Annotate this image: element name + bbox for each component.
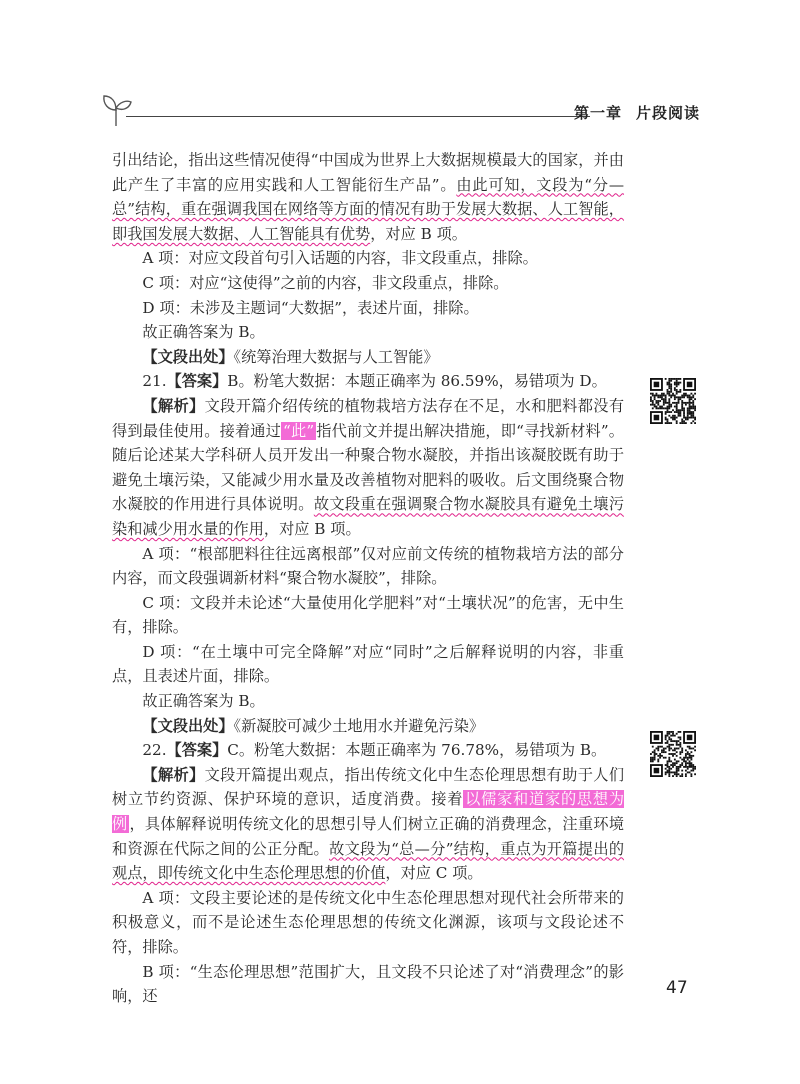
analysis-label: 【解析】 bbox=[142, 765, 205, 784]
page-header bbox=[98, 92, 700, 132]
key-sentence: 由此可知，文段为“分—总”结构，重在强调我国在网络等方面的情况有助于发展大数据、人工智能，即我国发展大数据、人工智能具有优势 bbox=[112, 175, 625, 243]
paragraph: C 项：文段并未论述“大量使用化学肥料”对“土壤状况”的危害，无中生有，排除。 bbox=[112, 593, 624, 637]
key-sentence: 故文段重在强调聚合物水凝胶具有避免土壤污染和减少用水量的作用 bbox=[112, 495, 625, 538]
source-line: 【文段出处】《新凝胶可减少土地用水并避免污染》 bbox=[142, 716, 485, 735]
paragraph: B 项：“生态伦理思想”范围扩大，且文段不只论述了对“消费理念”的影响，还 bbox=[112, 962, 624, 1006]
analysis-paragraph: 【解析】文段开篇提出观点，指出传统文化中生态伦理思想有助于人们树立节约资源、保护环境的意识，适度消费。接着 以儒家和道家的思想为例 ，具体解释说明传统文化的思想引导人们树立正确的消费理念，注重环境和资源在代际之间的公正分配。故文段为“总—分”结构，重点为开篇提出的观点，即传统文化中生态伦理思想的价值，对应 C 项。 bbox=[112, 765, 625, 883]
paragraph: D 项：“在土壤中可完全降解”对应“同时”之后解释说明的内容，非重点，且表述片面，排除。 bbox=[112, 642, 624, 686]
answer-line: 21.【答案】B。粉笔大数据：本题正确率为 86.59%，易错项为 D。 bbox=[142, 372, 607, 391]
paragraph: C 项：对应“这使得”之前的内容，非文段重点，排除。 bbox=[142, 273, 509, 292]
source-label: 【文段出处】 bbox=[142, 347, 234, 366]
chapter-number: 第一章 bbox=[573, 104, 622, 122]
paragraph: 引出结论，指出这些情况使得“中国成为世界上大数据规模最大的国家，并由此产生了丰富的应用实践和人工智能衍生产品”。由此可知，文段为“分—总”结构，重在强调我国在网络等方面的情况有助于发展大数据、人工智能，即我国发展大数据、人工智能具有优势，对应 B 项。 bbox=[112, 151, 625, 243]
chapter-title bbox=[574, 102, 700, 123]
source-line: 【文段出处】《统筹治理大数据与人工智能》 bbox=[142, 347, 439, 366]
qr-code-icon[interactable] bbox=[650, 378, 696, 424]
paragraph: A 项：“根部肥料往往远离根部”仅对应前文传统的植物栽培方法的部分内容，而文段强调新材料“聚合物水凝胶”，排除。 bbox=[112, 544, 624, 588]
highlight: 以儒家和道家的思想为例 bbox=[112, 790, 625, 834]
paragraph: 故正确答案为 B。 bbox=[142, 323, 265, 342]
source-label: 【文段出处】 bbox=[142, 716, 234, 735]
paragraph: A 项：对应文段首句引入话题的内容，非文段重点，排除。 bbox=[142, 249, 538, 268]
answer-line: 22.【答案】C。粉笔大数据：本题正确率为 76.78%，易错项为 B。 bbox=[142, 741, 607, 760]
paragraph: 故正确答案为 B。 bbox=[142, 692, 265, 711]
key-sentence: 故文段为“总—分”结构，重点为开篇提出的观点，即传统文化中生态伦理思想的价值 bbox=[112, 839, 625, 883]
document-body bbox=[112, 148, 624, 1009]
highlight: “此” bbox=[283, 421, 315, 440]
answer-label: 【答案】 bbox=[166, 741, 228, 760]
page-number: 47 bbox=[666, 978, 688, 998]
header-rule bbox=[126, 116, 590, 117]
paragraph: D 项：未涉及主题词“大数据”，表述片面，排除。 bbox=[142, 298, 479, 317]
paragraph: A 项：文段主要论述的是传统文化中生态伦理思想对现代社会所带来的积极意义，而不是论述生态伦理思想的传统文化渊源，该项与文段论述不符，排除。 bbox=[112, 888, 624, 956]
sprout-icon bbox=[98, 92, 134, 126]
analysis-label: 【解析】 bbox=[142, 396, 205, 415]
question-number: 21. bbox=[142, 372, 167, 391]
qr-code-icon[interactable] bbox=[650, 731, 696, 777]
analysis-paragraph: 【解析】文段开篇介绍传统的植物栽培方法存在不足，水和肥料都没有得到最佳使用。接着通过 “此” 指代前文并提出解决措施，即“寻找新材料”。随后论述某大学科研人员开发出一种聚合物水凝胶，并指出该凝胶既有助于避免土壤污染，又能减少用水量及改善植物对肥料的吸收。后文围绕聚合物水凝胶的作用进行具体说明。故文段重在强调聚合物水凝胶具有避免土壤污染和减少用水量的作用，对应 B 项。 bbox=[112, 396, 625, 538]
question-number: 22. bbox=[142, 741, 167, 760]
answer-label: 【答案】 bbox=[166, 372, 228, 391]
section-title: 片段阅读 bbox=[635, 104, 700, 122]
